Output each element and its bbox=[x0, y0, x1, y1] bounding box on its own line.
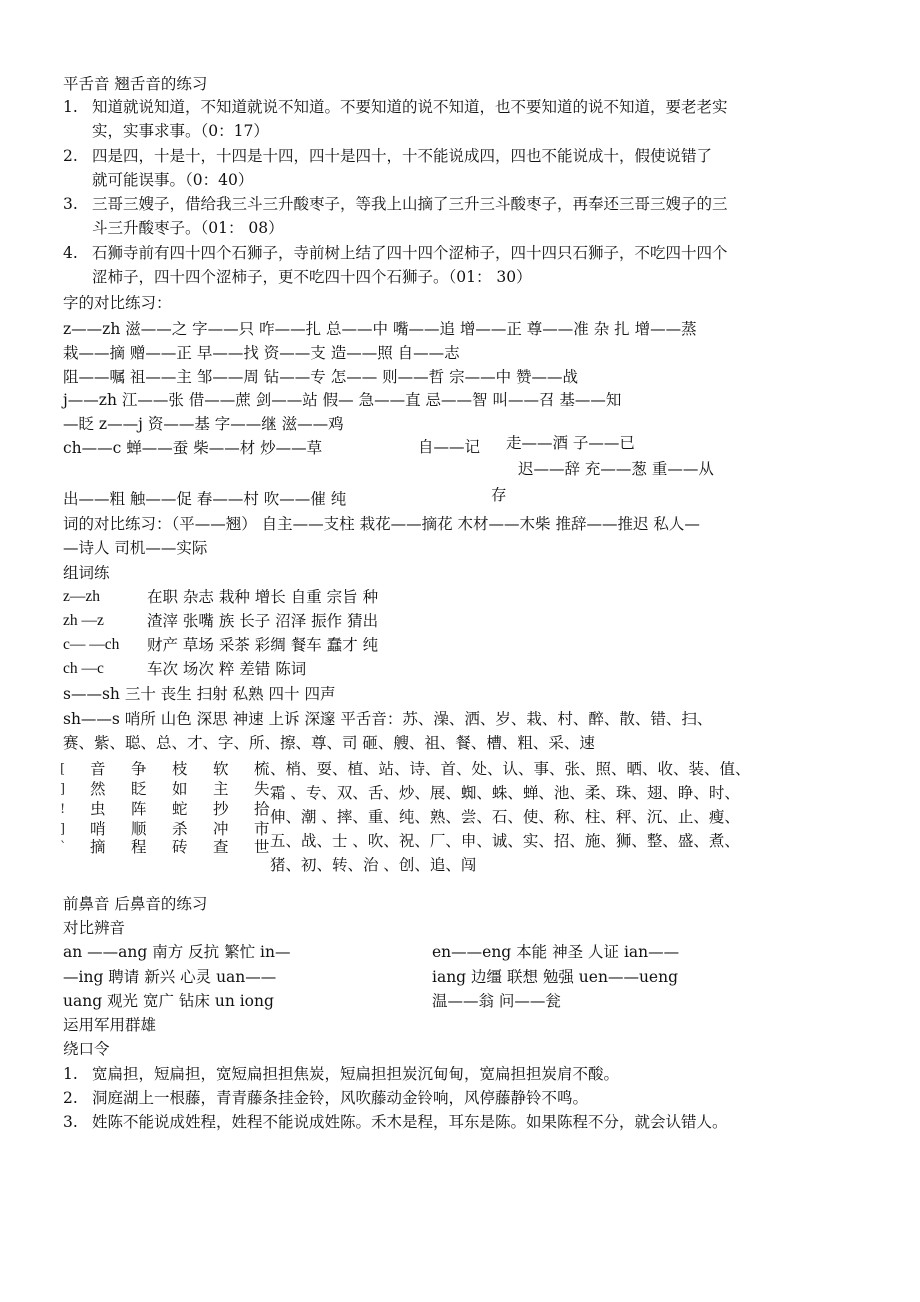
char-grid-row bbox=[90, 798, 295, 820]
char-grid-row bbox=[90, 758, 295, 780]
sh-line: 赛、紫、聪、总、才、字、所、擦、尊、司 砸、艘、祖、餐、槽、粗、采、速 bbox=[63, 734, 595, 752]
list-item-text: 实，实事求事。（0：17） bbox=[92, 122, 269, 140]
grid-right-line: 霜 、专、双、舌、炒、展、蜘、蛛、蝉、池、柔、珠、翅、睁、时、 bbox=[270, 784, 740, 802]
twister-text: 宽扁担，短扁担，宽短扁担担焦炭，短扁担担炭沉甸甸，宽扁担担炭肩不酸。 bbox=[92, 1065, 620, 1083]
grid-char: 枝 bbox=[172, 760, 188, 778]
nasal-line-right: en——eng 本能 神圣 人证 ian—— bbox=[432, 943, 680, 961]
grid-right-line: 、梢、耍、植、站、诗、首、处、认、事、张、照、晒、收、装、值、 bbox=[270, 760, 751, 778]
grid-char: 虫 bbox=[90, 800, 106, 818]
grid-char: 争 bbox=[131, 760, 147, 778]
twister-text: 姓陈不能说成姓程，姓程不能说成姓陈。禾木是程，耳东是陈。如果陈程不分，就会认错人。 bbox=[92, 1113, 728, 1131]
group-words: 在职 杂志 栽种 增长 自重 宗旨 种 bbox=[147, 588, 379, 606]
grid-char: 蛇 bbox=[172, 800, 188, 818]
list-number: 3. bbox=[63, 195, 78, 213]
list-item-text: 石狮寺前有四十四个石狮子，寺前树上结了四十四个涩柿子，四十四只石狮子，不吃四十四个 bbox=[92, 244, 728, 262]
grid-right-line: 猪、初、转、治 、创、追、闯 bbox=[270, 856, 477, 874]
margin-mark: ` bbox=[60, 840, 67, 855]
contrast-line: 阻——嘱 祖——主 邹——周 钻——专 怎—— 则——哲 宗——中 赞——战 bbox=[63, 368, 578, 386]
contrast-line: ch——c 蝉——蚕 柴——材 炒——草 bbox=[63, 439, 323, 457]
nasal-last-line: 运用军用群雄 bbox=[63, 1016, 157, 1034]
list-item-text: 斗三升酸枣子。（01： 08） bbox=[92, 219, 284, 237]
grid-char: 主 bbox=[213, 780, 229, 798]
group-words: 车次 场次 粹 差错 陈词 bbox=[147, 660, 307, 678]
margin-mark: ] bbox=[60, 822, 66, 837]
list-number: 4. bbox=[63, 244, 78, 262]
list-item-text: 涩柿子，四十四个涩柿子，更不吃四十四个石狮子。（01： 30） bbox=[92, 268, 532, 286]
contrast-line: 出——粗 触——促 春——村 吹——催 纯 bbox=[63, 490, 347, 508]
nasal-line-right: iang 边缰 联想 勉强 uen——ueng bbox=[432, 968, 679, 986]
list-number: 3. bbox=[63, 1113, 78, 1131]
nasal-line-left: uang 观光 宽广 钻床 un iong bbox=[63, 992, 274, 1010]
grid-char: 哨 bbox=[90, 820, 106, 838]
floating-text: 迟——辞 充——葱 重——从 bbox=[518, 460, 714, 478]
group-label: ch —c bbox=[63, 660, 104, 677]
grid-char: 查 bbox=[213, 838, 229, 856]
group-label: zh —z bbox=[63, 612, 104, 629]
group-words: 渣滓 张嘴 族 长子 沼泽 振作 猜出 bbox=[147, 612, 379, 630]
grid-char: 眨 bbox=[131, 780, 147, 798]
margin-mark: ] bbox=[60, 782, 66, 797]
grid-char: 程 bbox=[131, 838, 147, 856]
section-subtitle: 对比辨音 bbox=[63, 919, 126, 937]
list-number: 1. bbox=[63, 1065, 78, 1083]
word-contrast-line: 词的对比练习：（平——翘） 自主——支柱 栽花——摘花 木材——木柴 推辞——推迟 私人— bbox=[63, 515, 700, 533]
list-number: 2. bbox=[63, 147, 78, 165]
grid-char: 抄 bbox=[213, 800, 229, 818]
section-title: 绕口令 bbox=[63, 1040, 110, 1058]
section-title: 平舌音 翘舌音的练习 bbox=[63, 75, 208, 93]
grid-char: 如 bbox=[172, 780, 188, 798]
char-grid-row bbox=[90, 778, 295, 800]
char-grid-row bbox=[90, 836, 295, 858]
grid-char: 冲 bbox=[213, 820, 229, 838]
grid-right-line: 五、战、士 、吹、祝、厂、申、诚、实、招、施、狮、整、盛、煮、 bbox=[270, 832, 740, 850]
grid-char: 梳 bbox=[254, 760, 270, 778]
nasal-line-left: —ing 聘请 新兴 心灵 uan—— bbox=[63, 968, 277, 986]
nasal-line-right: 温——翁 问——瓮 bbox=[432, 992, 561, 1010]
grid-char: 砖 bbox=[172, 838, 188, 856]
grid-char: 杀 bbox=[172, 820, 188, 838]
group-label: z—zh bbox=[63, 588, 101, 605]
group-label: c— —ch bbox=[63, 636, 120, 653]
floating-text: 存 bbox=[491, 486, 507, 504]
word-contrast-line: —诗人 司机——实际 bbox=[63, 539, 208, 557]
s-line: s——sh 三十 丧生 扫射 私熟 四十 四声 bbox=[63, 685, 336, 703]
list-item-text: 四是四，十是十，十四是十四，四十是四十，十不能说成四，四也不能说成十，假使说错了 bbox=[92, 147, 713, 165]
grid-char: 然 bbox=[90, 780, 106, 798]
contrast-line: z——zh 滋——之 字——只 咋——扎 总——中 嘴——追 增——正 尊——准 杂 扎 增——蒸 bbox=[63, 320, 697, 338]
floating-text: 走——酒 子——已 bbox=[506, 434, 635, 452]
grid-char: 软 bbox=[213, 760, 229, 778]
floating-text: 自——记 bbox=[418, 438, 481, 456]
section-title: 字的对比练习： bbox=[63, 294, 172, 312]
grid-char: 顺 bbox=[131, 820, 147, 838]
section-title: 前鼻音 后鼻音的练习 bbox=[63, 895, 208, 913]
sh-line: sh——s 哨所 山色 深思 神速 上诉 深邃 平舌音：苏、澡、洒、岁、栽、村、醉、散、错、扫、 bbox=[63, 710, 713, 728]
contrast-line: j——zh 江——张 借——蔗 剑——站 假— 急——直 忌——智 叫——召 基——知 bbox=[63, 391, 622, 409]
section-title: 组词练 bbox=[63, 564, 110, 582]
grid-char: 世 bbox=[254, 838, 270, 856]
grid-char: 阵 bbox=[131, 800, 147, 818]
nasal-line-left: an ——ang 南方 反抗 繁忙 in— bbox=[63, 943, 291, 961]
list-number: 1. bbox=[63, 98, 78, 116]
contrast-line: —眨 z——j 资——基 字——继 滋——鸡 bbox=[63, 415, 344, 433]
contrast-line: 栽——摘 赠——正 早——找 资——支 造——照 自——志 bbox=[63, 344, 460, 362]
grid-char: 失 bbox=[254, 780, 270, 798]
list-item-text: 知道就说知道，不知道就说不知道。不要知道的说不知道，也不要知道的说不知道，要老老实 bbox=[92, 98, 728, 116]
group-words: 财产 草场 采茶 彩绸 餐车 蠢才 纯 bbox=[147, 636, 379, 654]
list-item-text: 就可能误事。（0：40） bbox=[92, 171, 254, 189]
grid-right-line: 伸、潮 、摔、重、纯、熟、尝、石、使、称、柱、秤、沉、止、瘦、 bbox=[270, 808, 740, 826]
list-number: 2. bbox=[63, 1089, 78, 1107]
margin-mark: ! bbox=[60, 802, 66, 817]
grid-char: 音 bbox=[90, 760, 106, 778]
grid-char: 摘 bbox=[90, 838, 106, 856]
grid-char: 市 bbox=[254, 820, 270, 838]
list-item-text: 三哥三嫂子，借给我三斗三升酸枣子，等我上山摘了三升三斗酸枣子，再奉还三哥三嫂子的三 bbox=[92, 195, 728, 213]
grid-char: 拾 bbox=[254, 800, 270, 818]
margin-mark: [ bbox=[60, 762, 66, 777]
twister-text: 洞庭湖上一根藤，青青藤条挂金铃，风吹藤动金铃响，风停藤静铃不鸣。 bbox=[92, 1089, 589, 1107]
